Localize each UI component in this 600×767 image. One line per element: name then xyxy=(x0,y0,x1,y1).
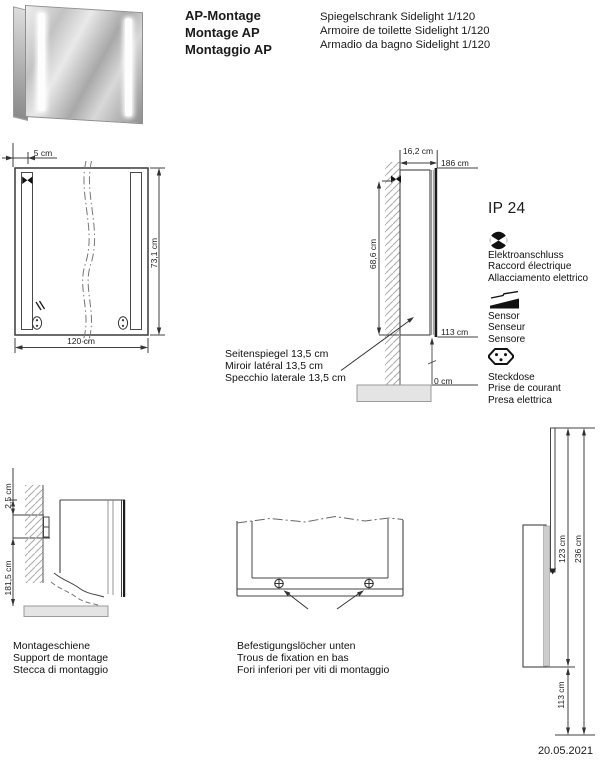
holes-caption-it: Fori inferiori per viti di montaggio xyxy=(237,664,390,676)
break-line xyxy=(54,573,104,597)
rail-caption-it: Stecca di montaggio xyxy=(13,664,109,676)
product-fr: Armoire de toilette Sidelight 1/120 xyxy=(320,25,490,37)
title-mounting-type xyxy=(185,7,272,58)
legend-electrical-fr: Raccord électrique xyxy=(488,261,572,273)
legend-electrical xyxy=(488,250,588,284)
column-dim-113: 113 cm xyxy=(556,681,566,709)
front-dim-offset: 5 cm xyxy=(33,148,53,158)
title-product xyxy=(320,10,490,52)
side-mirror-callout xyxy=(225,348,346,384)
sidelight-strip-right xyxy=(125,18,132,116)
legend-electrical-it: Allacciamento elettrico xyxy=(488,272,589,284)
legend-socket xyxy=(488,372,561,406)
side-dim-depth: 16,2 cm xyxy=(402,146,434,156)
callout-it: Specchio laterale 13,5 cm xyxy=(225,372,346,384)
sensor-icon xyxy=(488,289,521,310)
electrical-connection-icon xyxy=(489,231,508,250)
side-mirror-panel xyxy=(435,168,438,337)
socket-icon-left xyxy=(32,317,41,329)
socket-icon-right xyxy=(118,317,127,329)
callout-de: Seitenspiegel 13,5 cm xyxy=(225,348,329,360)
legend-sensor xyxy=(488,311,525,345)
cabinet-side-outline xyxy=(523,525,546,667)
light-strip-left xyxy=(22,173,33,330)
mirror-front xyxy=(123,500,125,597)
sidelight-strip-left xyxy=(38,13,45,111)
power-socket-icon xyxy=(486,346,516,371)
legend-sensor-it: Sensore xyxy=(488,333,526,345)
rail-view-drawing xyxy=(0,455,140,625)
column-dim-236: 236 cm xyxy=(573,535,583,563)
side-dim-bottom: 113 cm xyxy=(441,327,469,337)
cabinet-mirror-front xyxy=(25,5,143,124)
column-view-drawing xyxy=(495,420,600,740)
product-image xyxy=(10,3,180,125)
legend-socket-it: Presa elettrica xyxy=(488,394,552,406)
rail-caption-de: Montageschiene xyxy=(13,640,91,652)
legend-sensor-de: Sensor xyxy=(488,311,520,322)
front-dim-width: 120 cm xyxy=(67,336,95,346)
revision-date: 20.05.2021 xyxy=(537,745,593,757)
rail-dim-top-gap: 2,5 cm xyxy=(3,483,13,509)
holes-caption-fr: Trous de fixation en bas xyxy=(237,652,349,664)
fixing-screw-right xyxy=(364,579,373,588)
pointer-arrow xyxy=(337,592,361,609)
cabinet-side-outline xyxy=(400,170,430,335)
rail-caption-fr: Support de montage xyxy=(13,652,109,664)
rail-caption xyxy=(13,640,108,676)
mounting-rail xyxy=(44,517,50,537)
wall-hatch xyxy=(385,162,400,385)
sidelight-column xyxy=(551,428,556,572)
side-dim-top: 186 cm xyxy=(441,158,469,168)
cabinet-front-outline xyxy=(15,168,148,335)
legend-electrical-de: Elektroanschluss xyxy=(488,250,564,261)
ip-rating: IP 24 xyxy=(488,200,526,217)
column-dim-123: 123 cm xyxy=(557,535,567,563)
wall-hatch xyxy=(25,485,43,583)
light-strip-right xyxy=(131,173,142,330)
side-view-drawing xyxy=(330,140,490,410)
fixing-screw-left xyxy=(274,579,283,588)
holes-caption xyxy=(237,640,389,676)
legend-socket-fr: Prise de courant xyxy=(488,383,561,395)
side-dim-floor: 0 cm xyxy=(434,376,453,386)
holes-view-drawing xyxy=(225,505,425,620)
product-de: Spiegelschrank Sidelight 1/120 xyxy=(320,11,476,23)
title-fr: Montage AP xyxy=(185,25,260,40)
floor-slab xyxy=(357,385,431,402)
break-line xyxy=(237,517,403,524)
floor-slab xyxy=(24,606,108,617)
title-it: Montaggio AP xyxy=(185,42,272,57)
product-it: Armadio da bagno Sidelight 1/120 xyxy=(320,39,491,51)
pointer-arrow xyxy=(286,592,308,609)
rail-dim-height: 181,5 cm xyxy=(3,560,13,596)
side-dim-body: 68,6 cm xyxy=(368,238,378,270)
callout-fr: Miroir latéral 13,5 cm xyxy=(225,360,324,372)
legend-socket-de: Steckdose xyxy=(488,372,535,383)
title-de: AP-Montage xyxy=(185,8,261,23)
legend-sensor-fr: Senseur xyxy=(488,322,526,334)
mirror-layer xyxy=(544,526,550,666)
holes-caption-de: Befestigungslöcher unten xyxy=(237,640,356,652)
front-dim-height: 73,1 cm xyxy=(149,237,159,269)
